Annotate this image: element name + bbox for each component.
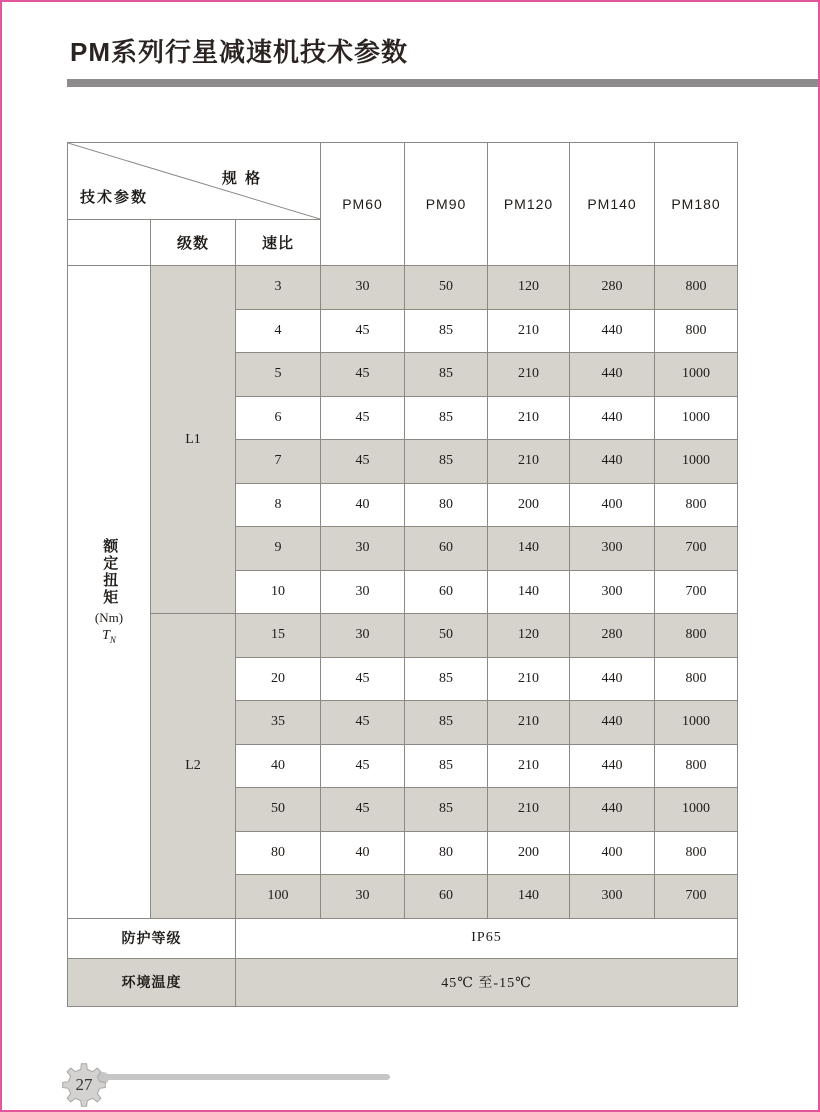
value-cell: 40 (321, 831, 405, 875)
ratio-cell: 80 (236, 831, 321, 875)
value-cell: 210 (488, 657, 570, 701)
table-row (68, 614, 738, 658)
value-cell: 80 (405, 483, 488, 527)
ratio-cell: 7 (236, 440, 321, 484)
value-cell: 120 (488, 266, 570, 310)
value-cell: 800 (655, 657, 738, 701)
corner-label-params: 技术参数 (80, 189, 149, 206)
page-title: PM系列行星减速机技术参数 (70, 37, 409, 67)
value-cell: 1000 (655, 396, 738, 440)
ratio-cell: 40 (236, 744, 321, 788)
value-cell: 800 (655, 266, 738, 310)
value-cell: 30 (321, 614, 405, 658)
page-number-badge (62, 1063, 106, 1107)
value-cell: 210 (488, 744, 570, 788)
ambient-temperature-value: 45℃ 至-15℃ (236, 958, 738, 1006)
value-cell: 45 (321, 353, 405, 397)
ratio-cell: 10 (236, 570, 321, 614)
value-cell: 400 (570, 831, 655, 875)
value-cell: 30 (321, 266, 405, 310)
value-cell: 85 (405, 701, 488, 745)
value-cell: 40 (321, 483, 405, 527)
value-cell: 60 (405, 527, 488, 571)
value-cell: 1000 (655, 440, 738, 484)
stage-cell-l2: L2 (151, 614, 236, 919)
value-cell: 300 (570, 875, 655, 919)
stage-cell-l1: L1 (151, 266, 236, 614)
value-cell: 210 (488, 440, 570, 484)
value-cell: 700 (655, 570, 738, 614)
ratio-cell: 100 (236, 875, 321, 919)
table-row (68, 266, 738, 310)
value-cell: 85 (405, 396, 488, 440)
torque-label-vertical: 额定扭矩 (101, 538, 119, 607)
value-cell: 700 (655, 527, 738, 571)
value-cell: 700 (655, 875, 738, 919)
value-cell: 30 (321, 527, 405, 571)
subheader-stage: 级数 (151, 220, 236, 266)
value-cell: 80 (405, 831, 488, 875)
ratio-cell: 3 (236, 266, 321, 310)
protection-rating-row (68, 918, 738, 958)
ratio-cell: 6 (236, 396, 321, 440)
ratio-cell: 8 (236, 483, 321, 527)
value-cell: 1000 (655, 788, 738, 832)
ratio-cell: 15 (236, 614, 321, 658)
torque-label-symbol: $T_N$ (102, 628, 116, 646)
torque-row-label (68, 266, 151, 919)
value-cell: 85 (405, 744, 488, 788)
value-cell: 440 (570, 657, 655, 701)
header-row (68, 143, 738, 220)
value-cell: 440 (570, 788, 655, 832)
value-cell: 440 (570, 744, 655, 788)
value-cell: 210 (488, 396, 570, 440)
spec-table (67, 142, 738, 1007)
ratio-cell: 5 (236, 353, 321, 397)
value-cell: 30 (321, 875, 405, 919)
value-cell: 440 (570, 396, 655, 440)
torque-label-unit: (Nm) (94, 610, 124, 626)
protection-rating-label: 防护等级 (68, 918, 236, 958)
value-cell: 1000 (655, 353, 738, 397)
value-cell: 200 (488, 831, 570, 875)
page-number: 27 (75, 1075, 93, 1094)
corner-label-spec: 规 格 (221, 170, 262, 187)
value-cell: 85 (405, 788, 488, 832)
ambient-temperature-row (68, 958, 738, 1006)
value-cell: 800 (655, 614, 738, 658)
ratio-cell: 20 (236, 657, 321, 701)
value-cell: 800 (655, 309, 738, 353)
value-cell: 140 (488, 570, 570, 614)
value-cell: 140 (488, 527, 570, 571)
value-cell: 140 (488, 875, 570, 919)
value-cell: 50 (405, 614, 488, 658)
value-cell: 85 (405, 353, 488, 397)
value-cell: 210 (488, 701, 570, 745)
value-cell: 45 (321, 309, 405, 353)
value-cell: 45 (321, 440, 405, 484)
ratio-cell: 35 (236, 701, 321, 745)
ratio-cell: 50 (236, 788, 321, 832)
value-cell: 300 (570, 527, 655, 571)
col-header-pm120: PM120 (488, 143, 570, 266)
value-cell: 440 (570, 701, 655, 745)
title-underline-bar (67, 79, 818, 87)
value-cell: 440 (570, 309, 655, 353)
value-cell: 440 (570, 353, 655, 397)
value-cell: 210 (488, 309, 570, 353)
value-cell: 45 (321, 657, 405, 701)
value-cell: 85 (405, 440, 488, 484)
value-cell: 60 (405, 875, 488, 919)
value-cell: 210 (488, 788, 570, 832)
value-cell: 30 (321, 570, 405, 614)
protection-rating-value: IP65 (236, 918, 738, 958)
value-cell: 300 (570, 570, 655, 614)
ratio-cell: 4 (236, 309, 321, 353)
value-cell: 85 (405, 657, 488, 701)
value-cell: 60 (405, 570, 488, 614)
value-cell: 45 (321, 788, 405, 832)
value-cell: 85 (405, 309, 488, 353)
value-cell: 800 (655, 744, 738, 788)
value-cell: 400 (570, 483, 655, 527)
value-cell: 280 (570, 266, 655, 310)
ratio-cell: 9 (236, 527, 321, 571)
value-cell: 45 (321, 744, 405, 788)
value-cell: 50 (405, 266, 488, 310)
value-cell: 200 (488, 483, 570, 527)
ambient-temperature-label: 环境温度 (68, 958, 236, 1006)
footer-rule (104, 1074, 390, 1080)
value-cell: 440 (570, 440, 655, 484)
value-cell: 45 (321, 701, 405, 745)
value-cell: 120 (488, 614, 570, 658)
col-header-pm90: PM90 (405, 143, 488, 266)
col-header-pm140: PM140 (570, 143, 655, 266)
value-cell: 45 (321, 396, 405, 440)
value-cell: 280 (570, 614, 655, 658)
value-cell: 800 (655, 831, 738, 875)
col-header-pm60: PM60 (321, 143, 405, 266)
value-cell: 1000 (655, 701, 738, 745)
value-cell: 210 (488, 353, 570, 397)
subheader-ratio: 速比 (236, 220, 321, 266)
diagonal-line (68, 143, 320, 219)
col-header-pm180: PM180 (655, 143, 738, 266)
subheader-empty-cell (68, 220, 151, 266)
diagonal-header-cell (68, 143, 321, 220)
value-cell: 800 (655, 483, 738, 527)
